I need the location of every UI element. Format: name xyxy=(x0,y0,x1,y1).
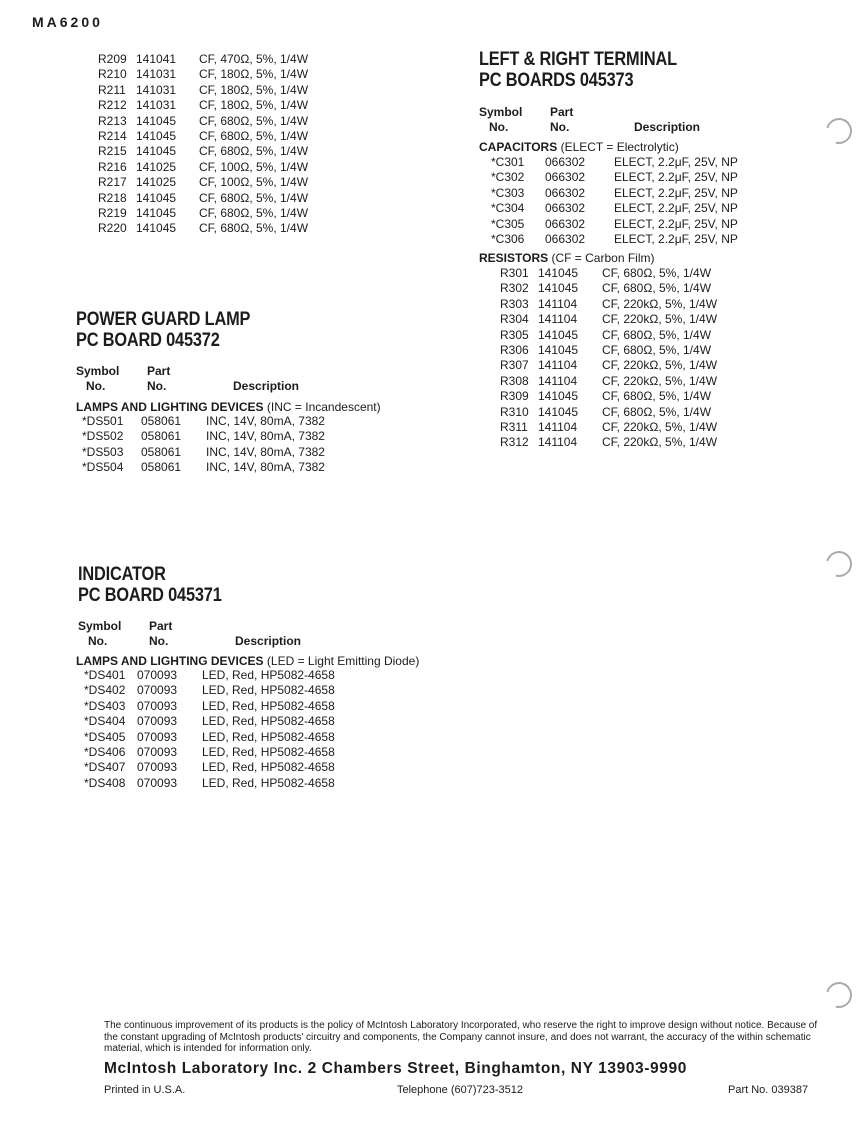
symbol-number: *C302 xyxy=(491,170,525,185)
parts-row xyxy=(98,52,358,67)
part-number: 070093 xyxy=(137,668,178,682)
description: CF, 680Ω, 5%, 1/4W xyxy=(199,128,309,143)
parts-row xyxy=(500,266,750,281)
description: CF, 220kΩ, 5%, 1/4W xyxy=(602,296,718,311)
part-number: 141045 xyxy=(136,205,177,220)
indicator-column-header xyxy=(78,619,398,649)
symbol-number: *DS404 xyxy=(84,714,126,729)
symbol-number: R209 xyxy=(98,52,127,66)
part-number: 070093 xyxy=(137,775,178,790)
symbol-number: R218 xyxy=(98,190,127,205)
power-guard-lamp-list xyxy=(82,414,372,476)
description: CF, 220kΩ, 5%, 1/4W xyxy=(602,373,718,388)
description: CF, 220kΩ, 5%, 1/4W xyxy=(602,358,718,373)
description: CF, 220kΩ, 5%, 1/4W xyxy=(602,435,718,450)
col-part-label: Part xyxy=(550,105,574,119)
part-number: 141031 xyxy=(136,67,177,82)
description: CF, 680Ω, 5%, 1/4W xyxy=(602,404,712,419)
col-part-label: Part xyxy=(149,619,173,633)
description: CF, 680Ω, 5%, 1/4W xyxy=(602,281,712,296)
part-number: 141045 xyxy=(538,342,579,357)
description: ELECT, 2.2μF, 25V, NP xyxy=(614,170,738,185)
col-symbol-label: Symbol xyxy=(76,364,120,378)
part-number: 070093 xyxy=(137,714,178,729)
parts-row xyxy=(84,760,384,775)
parts-row xyxy=(82,414,372,429)
part-number: 141104 xyxy=(538,419,578,434)
binder-hole-bottom xyxy=(821,977,857,1013)
description: CF, 470Ω, 5%, 1/4W xyxy=(199,52,309,66)
description: CF, 680Ω, 5%, 1/4W xyxy=(199,113,309,128)
parts-row xyxy=(500,312,750,327)
parts-row xyxy=(491,201,751,216)
description: ELECT, 2.2μF, 25V, NP xyxy=(614,155,738,169)
category-note: (INC = Incandescent) xyxy=(263,400,381,414)
description: CF, 680Ω, 5%, 1/4W xyxy=(199,205,309,220)
power-guard-column-header xyxy=(76,364,396,394)
description: LED, Red, HP5082-4658 xyxy=(202,729,335,744)
parts-row xyxy=(500,358,750,373)
parts-row xyxy=(98,114,358,129)
symbol-number: R214 xyxy=(98,128,127,143)
part-number: 070093 xyxy=(137,698,178,713)
part-number: 141025 xyxy=(136,159,177,174)
symbol-number: *DS408 xyxy=(84,775,126,790)
symbol-number: R217 xyxy=(98,175,127,190)
binder-hole-top xyxy=(821,113,857,149)
symbol-number: R312 xyxy=(500,435,529,450)
part-number: 066302 xyxy=(545,170,586,185)
part-number: 141045 xyxy=(538,389,579,404)
symbol-number: *DS402 xyxy=(84,683,126,698)
power-guard-category xyxy=(76,400,381,415)
description: INC, 14V, 80mA, 7382 xyxy=(206,460,325,475)
part-number: 141045 xyxy=(136,221,177,236)
description: CF, 680Ω, 5%, 1/4W xyxy=(199,144,309,159)
description: LED, Red, HP5082-4658 xyxy=(202,744,335,759)
description: INC, 14V, 80mA, 7382 xyxy=(206,414,325,428)
parts-row xyxy=(84,683,384,698)
description: LED, Red, HP5082-4658 xyxy=(202,668,335,682)
symbol-number: *DS405 xyxy=(84,729,126,744)
terminal-capacitor-list xyxy=(491,155,751,247)
description: INC, 14V, 80mA, 7382 xyxy=(206,444,325,459)
description: CF, 220kΩ, 5%, 1/4W xyxy=(602,419,718,434)
indicator-category xyxy=(76,654,419,669)
parts-row xyxy=(98,98,358,113)
description: ELECT, 2.2μF, 25V, NP xyxy=(614,201,738,216)
parts-row xyxy=(98,160,358,175)
part-number: 141045 xyxy=(538,281,579,296)
symbol-number: R219 xyxy=(98,205,127,220)
category-note: (CF = Carbon Film) xyxy=(548,251,655,265)
company-address: McIntosh Laboratory Inc. 2 Chambers Street, Binghamton, NY 13903-9990 xyxy=(104,1060,687,1077)
part-number: 141045 xyxy=(136,128,177,143)
description: CF, 180Ω, 5%, 1/4W xyxy=(199,82,309,97)
parts-row xyxy=(500,435,750,450)
telephone: Telephone (607)723-3512 xyxy=(397,1084,523,1096)
part-number: 141045 xyxy=(538,327,579,342)
col-symbol-label-2: No. xyxy=(86,379,106,393)
power-guard-title-2: PC BOARD 045372 xyxy=(76,330,220,351)
col-symbol-label: Symbol xyxy=(78,619,122,633)
col-description-label: Description xyxy=(634,120,701,134)
parts-row xyxy=(500,297,750,312)
parts-row xyxy=(84,730,384,745)
parts-row xyxy=(84,699,384,714)
parts-row xyxy=(500,389,750,404)
description: CF, 680Ω, 5%, 1/4W xyxy=(199,190,309,205)
indicator-title-2: PC BOARD 045371 xyxy=(78,585,222,606)
symbol-number: R213 xyxy=(98,113,127,128)
printed-in: Printed in U.S.A. xyxy=(104,1084,186,1096)
col-description-label: Description xyxy=(233,379,300,393)
part-number: 070093 xyxy=(137,683,178,698)
description: LED, Red, HP5082-4658 xyxy=(202,683,335,698)
description: CF, 680Ω, 5%, 1/4W xyxy=(602,327,712,342)
part-number: 141045 xyxy=(538,404,579,419)
part-number: 141104 xyxy=(538,358,578,373)
symbol-number: R211 xyxy=(98,82,126,97)
part-number: 141104 xyxy=(538,296,578,311)
parts-row xyxy=(98,144,358,159)
category-name: LAMPS AND LIGHTING DEVICES xyxy=(76,654,264,668)
symbol-number: R303 xyxy=(500,296,529,311)
symbol-number: R311 xyxy=(500,419,528,434)
part-number: 070093 xyxy=(137,744,178,759)
top-resistor-list xyxy=(98,52,358,237)
description: CF, 220kΩ, 5%, 1/4W xyxy=(602,312,718,327)
parts-row xyxy=(84,776,384,791)
symbol-number: *DS501 xyxy=(82,414,124,428)
symbol-number: R301 xyxy=(500,266,529,280)
category-name: CAPACITORS xyxy=(479,140,558,154)
description: LED, Red, HP5082-4658 xyxy=(202,714,335,729)
part-number: Part No. 039387 xyxy=(728,1084,809,1096)
parts-row xyxy=(84,714,384,729)
part-number: 058061 xyxy=(141,414,182,428)
symbol-number: R306 xyxy=(500,342,529,357)
description: LED, Red, HP5082-4658 xyxy=(202,760,335,775)
parts-row xyxy=(98,67,358,82)
parts-row xyxy=(98,175,358,190)
parts-row xyxy=(500,328,750,343)
parts-row xyxy=(491,170,751,185)
parts-row xyxy=(82,429,372,444)
col-symbol-label-2: No. xyxy=(489,120,509,134)
part-number: 141045 xyxy=(136,113,177,128)
symbol-number: *C305 xyxy=(491,216,525,231)
description: CF, 680Ω, 5%, 1/4W xyxy=(602,389,712,404)
description: LED, Red, HP5082-4658 xyxy=(202,698,335,713)
symbol-number: *DS403 xyxy=(84,698,126,713)
terminal-column-header xyxy=(479,105,799,135)
terminal-title-2: PC BOARDS 045373 xyxy=(479,70,634,91)
symbol-number: *DS504 xyxy=(82,460,124,475)
terminal-capacitor-category xyxy=(479,140,679,155)
category-name: LAMPS AND LIGHTING DEVICES xyxy=(76,400,264,414)
parts-row xyxy=(98,221,358,236)
part-number: 066302 xyxy=(545,155,586,169)
parts-row xyxy=(84,668,384,683)
part-number: 058061 xyxy=(141,429,182,444)
symbol-number: R302 xyxy=(500,281,529,296)
part-number: 141045 xyxy=(538,266,579,280)
description: CF, 100Ω, 5%, 1/4W xyxy=(199,159,309,174)
symbol-number: *DS401 xyxy=(84,668,126,682)
part-number: 070093 xyxy=(137,729,178,744)
symbol-number: *C301 xyxy=(491,155,525,169)
parts-row xyxy=(500,343,750,358)
parts-row xyxy=(500,420,750,435)
part-number: 141104 xyxy=(538,312,578,327)
description: ELECT, 2.2μF, 25V, NP xyxy=(614,185,738,200)
symbol-number: *DS407 xyxy=(84,760,126,775)
parts-row xyxy=(500,374,750,389)
symbol-number: *C303 xyxy=(491,185,525,200)
parts-row xyxy=(98,129,358,144)
col-description-label: Description xyxy=(235,634,302,648)
parts-row xyxy=(98,83,358,98)
part-number: 141031 xyxy=(136,98,177,113)
part-number: 141031 xyxy=(136,82,177,97)
category-name: RESISTORS xyxy=(479,251,549,265)
part-number: 066302 xyxy=(545,231,586,246)
category-note: (LED = Light Emitting Diode) xyxy=(263,654,420,668)
description: ELECT, 2.2μF, 25V, NP xyxy=(614,231,738,246)
col-part-label-2: No. xyxy=(149,634,169,648)
part-number: 066302 xyxy=(545,185,586,200)
parts-row xyxy=(84,745,384,760)
description: CF, 680Ω, 5%, 1/4W xyxy=(602,342,712,357)
terminal-resistor-list xyxy=(500,266,750,451)
parts-row xyxy=(98,206,358,221)
description: CF, 680Ω, 5%, 1/4W xyxy=(199,221,309,236)
parts-row xyxy=(491,186,751,201)
symbol-number: R215 xyxy=(98,144,127,159)
symbol-number: R305 xyxy=(500,327,529,342)
part-number: 141104 xyxy=(538,373,578,388)
description: CF, 180Ω, 5%, 1/4W xyxy=(199,98,309,113)
col-part-label: Part xyxy=(147,364,171,378)
part-number: 141025 xyxy=(136,175,177,190)
symbol-number: R216 xyxy=(98,159,127,174)
footer-notice: The continuous improvement of its products is the policy of McIntosh Laboratory Incorporated, who reserve the right to improve design without notice. Because of the constant upgrading of McIntosh products' circuitry and components, the Company cannot insure, and does not warrant, the accuracy of the within schematic material, which is intended for information only. xyxy=(104,1020,818,1054)
part-number: 070093 xyxy=(137,760,178,775)
description: CF, 180Ω, 5%, 1/4W xyxy=(199,67,309,82)
part-number: 141041 xyxy=(136,52,177,66)
parts-row xyxy=(491,155,751,170)
parts-row xyxy=(500,281,750,296)
description: CF, 100Ω, 5%, 1/4W xyxy=(199,175,309,190)
model-number: MA6200 xyxy=(32,14,103,30)
description: LED, Red, HP5082-4658 xyxy=(202,775,335,790)
part-number: 066302 xyxy=(545,201,586,216)
parts-row xyxy=(98,191,358,206)
col-part-label-2: No. xyxy=(147,379,167,393)
symbol-number: *C304 xyxy=(491,201,525,216)
power-guard-title-1: POWER GUARD LAMP xyxy=(76,309,251,330)
description: CF, 680Ω, 5%, 1/4W xyxy=(602,266,712,280)
parts-row xyxy=(491,232,751,247)
col-part-label-2: No. xyxy=(550,120,570,134)
symbol-number: R220 xyxy=(98,221,127,236)
indicator-title-1: INDICATOR xyxy=(78,564,166,585)
symbol-number: *DS503 xyxy=(82,444,124,459)
description: ELECT, 2.2μF, 25V, NP xyxy=(614,216,738,231)
symbol-number: *DS502 xyxy=(82,429,124,444)
binder-hole-middle xyxy=(821,546,857,582)
terminal-title-1: LEFT & RIGHT TERMINAL xyxy=(479,49,677,70)
symbol-number: R210 xyxy=(98,67,127,82)
symbol-number: *DS406 xyxy=(84,744,126,759)
symbol-number: R308 xyxy=(500,373,529,388)
part-number: 141045 xyxy=(136,144,177,159)
symbol-number: R310 xyxy=(500,404,529,419)
part-number: 066302 xyxy=(545,216,586,231)
parts-row xyxy=(82,445,372,460)
parts-row xyxy=(82,460,372,475)
part-number: 058061 xyxy=(141,460,182,475)
part-number: 141104 xyxy=(538,435,578,450)
symbol-number: R307 xyxy=(500,358,529,373)
part-number: 058061 xyxy=(141,444,182,459)
indicator-led-list xyxy=(84,668,384,791)
symbol-number: R212 xyxy=(98,98,127,113)
col-symbol-label-2: No. xyxy=(88,634,108,648)
symbol-number: *C306 xyxy=(491,231,525,246)
symbol-number: R304 xyxy=(500,312,529,327)
parts-row xyxy=(491,217,751,232)
symbol-number: R309 xyxy=(500,389,529,404)
part-number: 141045 xyxy=(136,190,177,205)
description: INC, 14V, 80mA, 7382 xyxy=(206,429,325,444)
parts-row xyxy=(500,405,750,420)
col-symbol-label: Symbol xyxy=(479,105,523,119)
terminal-resistor-category xyxy=(479,251,655,266)
category-note: (ELECT = Electrolytic) xyxy=(557,140,679,154)
